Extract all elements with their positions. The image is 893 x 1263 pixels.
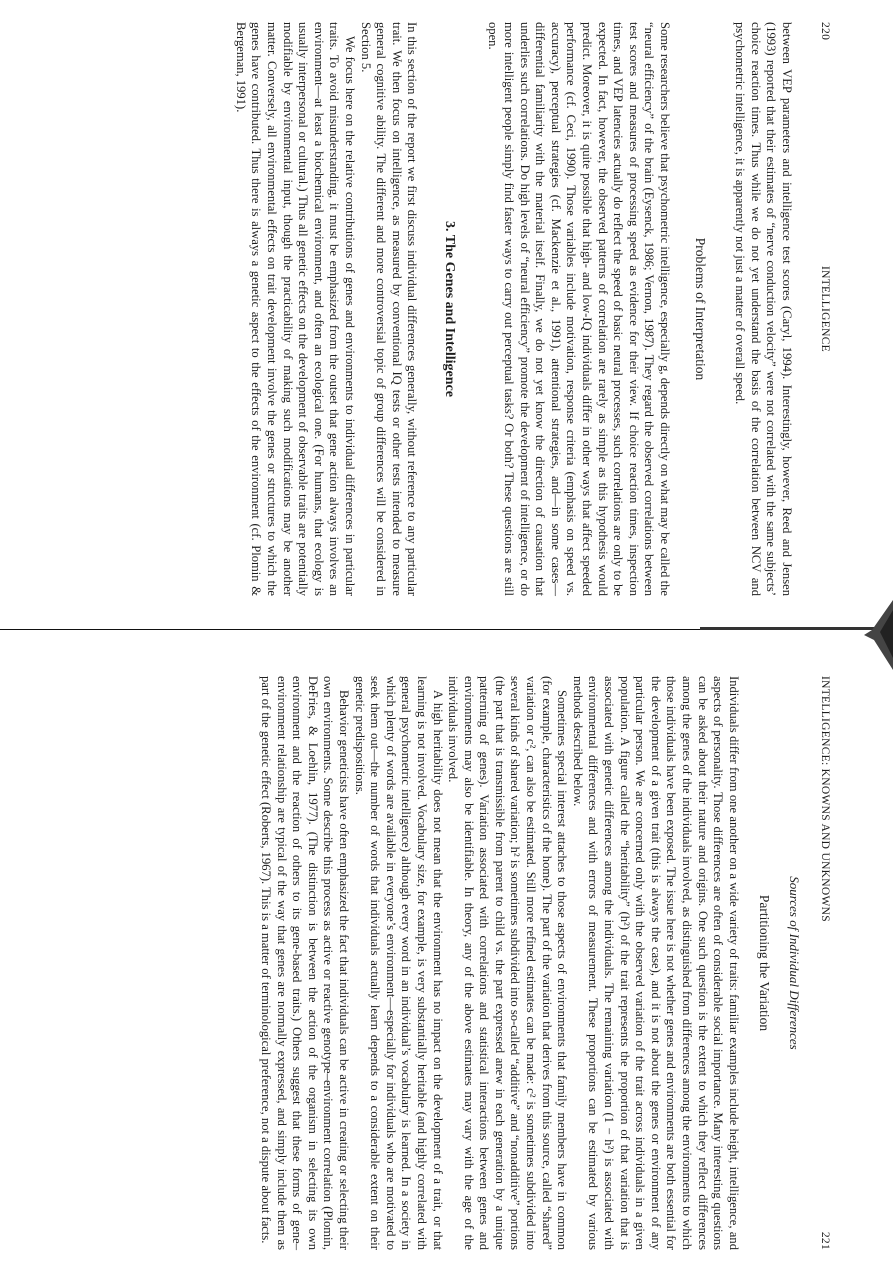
left-page-number: 220 <box>819 22 831 41</box>
right-paragraph-1: Individuals differ from one another on a wide variety of traits: familiar examples include height, intelligence, and aspects of personality. Those differences are often of considerable social importance. Many interesting questions can be asked about their nature and origins. One such question is the extent to which they reflect differences among the genes of the individuals involved, as distinguished from differences among the environments to which those individuals have been exposed. The issue here is not whether genes and environments are both essential for the development of a given trait (this is always the case), and it is not about the genes or environment of any particular person. We are concerned only with the observed variation of the trait across individuals in a given population. A figure called the “heritability” (h²) of the trait represents the proportion of that variation that is associated with genetic differences among the individuals. The remaining variation (1 − h²) is associated with environmental differences and with errors of measurement. These proportions can be estimated by various methods described below. <box>570 676 741 1250</box>
left-running-head <box>816 22 832 596</box>
right-page-body <box>257 676 802 1250</box>
right-page-number: 221 <box>819 1231 831 1250</box>
left-section-title-1: Problems of Interpretation <box>692 237 708 381</box>
left-page <box>232 22 832 596</box>
left-intro-paragraph: between VEP parameters and intelligence test scores (Caryl, 1994). Interestingly, however, Reed and Jensen (1993) reported that their estimates of “nerve conduction velocity” were not correlated with the same subjects’ choice reaction times. Thus while we do not yet understand the basis of the correlation between NCV and psychometric intelligence, it is apparently not just a matter of overall speed. <box>733 22 794 596</box>
right-page <box>232 676 832 1250</box>
left-page-body <box>232 22 794 596</box>
left-section2-paragraph-1: In this section of the report we first discuss individual differences generally, without reference to any particular trait. We then focus on intelligence, as measured by conventional IQ tests or other tests intended to measure general cognitive ability. The different and more controversial topic of group differences will be considered in Section 5. <box>358 22 420 596</box>
left-running-title: INTELLIGENCE <box>819 266 831 352</box>
right-paragraph-3: A high heritability does not mean that the environment has no impact on the development of a trait, or that learning is not involved. Vocabulary size, for example, is very substantially heritable (and highly correlated with general psychometric intelligence) although every word in an individual’s vocabulary is learned. In a society in which plenty of words are available in everyone’s environment—especially for individuals who are motivated to seek them out—the number of words that individuals actually learn depends to a considerable extent on their genetic predispositions. <box>352 676 445 1250</box>
right-running-title: INTELLIGENCE: KNOWNS AND UNKNOWNS <box>819 676 831 922</box>
right-paragraph-2: Sometimes special interest attaches to those aspects of environments that family members have in common (for example, characteristics of the home). The part of the variation that derives from this source, called “shared” variation or c², can also be estimated. Still more refined estimates can be made: c² is sometimes subdivided into several kinds of shared variation; h² is sometimes subdivided into so-called “additive” and “nonadditive” portions (the part that is transmissible from parent to child vs. the part expressed anew in each generation by a unique patterning of genes). Variation associated with correlations and statistical interactions between genes and environments may also be identifiable. In theory, any of the above estimates may vary with the age of the individuals involved. <box>446 676 570 1250</box>
left-section-title-2: 3. The Genes and Intelligence <box>441 221 457 397</box>
right-section-title: Partitioning the Variation <box>757 894 773 1032</box>
right-section-subtitle: Sources of Individual Differences <box>787 876 802 1050</box>
left-section2-paragraph-2: We focus here on the relative contributions of genes and environments to individual differences in particular traits. To avoid misunderstanding, it must be emphasized from the outset that gene action always involves an environment—at least a biochemical environment, and often an ecological one. (For humans, that ecology is usually interpersonal or cultural.) Thus all genetic effects on the development of observable traits are potentially modifiable by environmental input, though the practicability of making such modifications may be another matter. Conversely, all environmental effects on trait development involve the genes or structures to which the genes have contributed. Thus there is always a genetic aspect to the effects of the environment (cf. Plomin & Bergeman, 1991). <box>233 22 357 596</box>
left-section1-paragraph: Some researchers believe that psychometric intelligence, especially g, depends directly on what may be called the “neural efficiency” of the brain (Eysenck, 1986; Vernon, 1987). They regard the observed correlations between test scores and measures of processing speed as evidence for their view. If choice reaction times, inspection times, and VEP latencies actually do reflect the speed of basic neural processes, such correlations are only to be expected. In fact, however, the observed patterns of correlation are rarely as simple as this hypothesis would predict. Moreover, it is quite possible that high- and low-IQ individuals differ in other ways that affect speeded performance (cf. Ceci, 1990). Those variables include motivation, response criteria (emphasis on speed vs. accuracy), perceptual strategies (cf. Mackenzie et al., 1991), attentional strategies, and—in some cases—differential familiarity with the material itself. Finally, we do not yet know the direction of causation that underlies such correlations. Do high levels of “neural efficiency” promote the development of intelligence, or do more intelligent people simply find faster ways to carry out perceptual tasks? Or both? These questions are still open. <box>486 22 673 596</box>
scan-shadow-mark <box>860 600 893 670</box>
right-paragraph-4: Behavior geneticists have often emphasized the fact that individuals can be active in creating or selecting their own environments. Some describe this process as active or reactive genotype–environment correlation (Plomin, DeFries, & Loehlin, 1977). (The distinction is between the action of the organism in selecting its own environment and the reaction of others to its gene-based traits.) Others suggest that these forms of gene–environment relationship are typical of the way that genes are normally expressed, and simply include them as part of the genetic effect (Roberts, 1967). This is a matter of terminological preference, not a dispute about facts. <box>259 676 351 1250</box>
right-running-head <box>816 676 832 1250</box>
